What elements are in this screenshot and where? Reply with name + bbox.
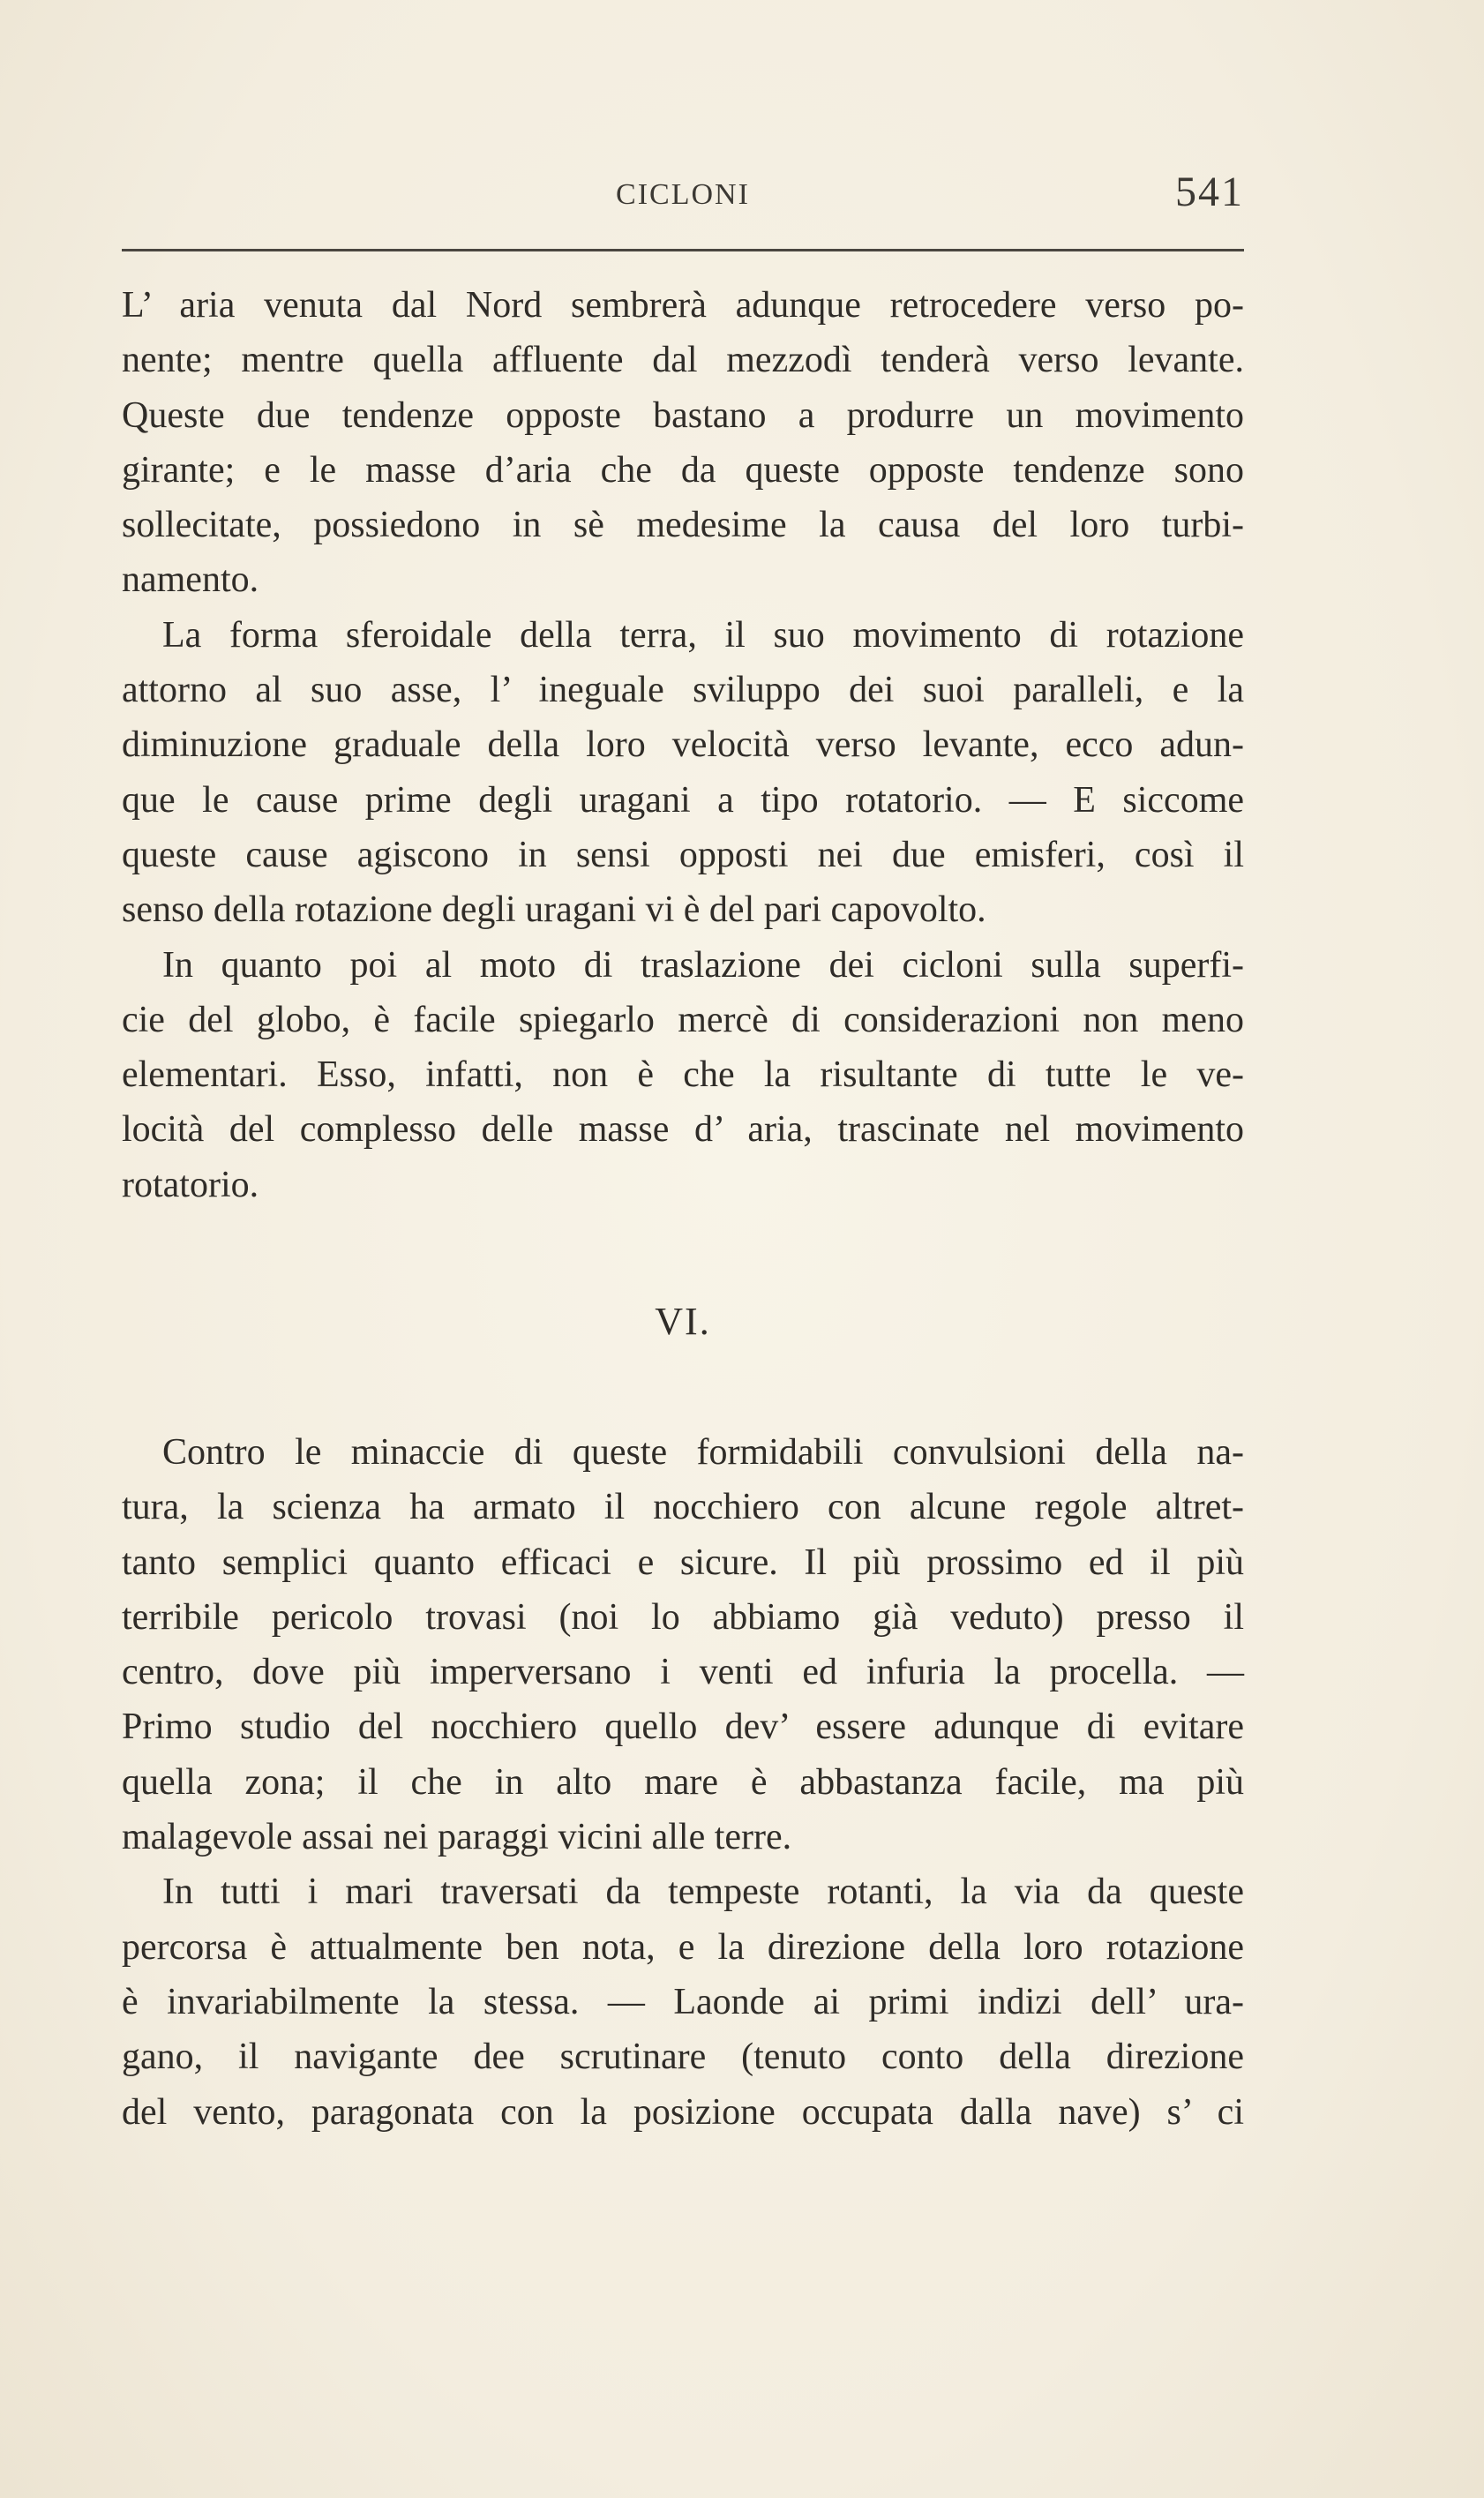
text-line: Primo studio del nocchiero quello dev’ essere adunque di evitare [122,1707,1244,1748]
text-line: percorsa è attualmente ben nota, e la direzione della loro rotazione [122,1926,1244,1968]
text-block-1 [122,278,1244,1212]
text-block-2 [122,1425,1244,2140]
text-line: girante; e le masse d’aria che da queste opposte tendenze sono [122,449,1244,491]
text-line: nente; mentre quella affluente dal mezzodì tenderà verso levante. [122,340,1244,381]
page-header [122,168,1244,229]
text-line: quella zona; il che in alto mare è abbastanza facile, ma più [122,1761,1244,1803]
text-line: rotatorio. [122,1164,259,1205]
text-line: In quanto poi al moto di traslazione dei cicloni sulla superfi- [162,944,1244,986]
text-line: locità del complesso delle masse d’ aria, trascinate nel movimento [122,1109,1244,1151]
text-line: sollecitate, possiedono in sè medesime la causa del loro turbi- [122,505,1244,546]
text-line: del vento, paragonata con la posizione occupata dalla nave) s’ ci [122,2091,1244,2133]
running-title: CICLONI [616,178,750,211]
text-line: que le cause prime degli uragani a tipo rotatorio. — E siccome [122,779,1244,821]
text-line: namento. [122,559,259,601]
text-line: elementari. Esso, infatti, non è che la risultante di tutte le ve- [122,1054,1244,1096]
text-line: tanto semplici quanto efficaci e sicure. Il più prossimo ed il più [122,1542,1244,1583]
text-line: La forma sferoidale della terra, il suo movimento di rotazione [162,614,1244,656]
header-rule [122,249,1244,251]
text-line: è invariabilmente la stessa. — Laonde ai primi indizi dell’ ura- [122,1981,1244,2022]
text-line: queste cause agiscono in sensi opposti nei due emisferi, così il [122,834,1244,875]
text-line: malagevole assai nei paraggi vicini alle terre. [122,1817,792,1858]
text-line: tura, la scienza ha armato il nocchiero con alcune regole altret- [122,1487,1244,1528]
text-line: diminuzione graduale della loro velocità verso levante, ecco adun- [122,724,1244,766]
page-number: 541 [1175,169,1244,215]
text-line: cie del globo, è facile spiegarlo mercè di considerazioni non meno [122,999,1244,1040]
text-line: terribile pericolo trovasi (noi lo abbiamo già veduto) presso il [122,1596,1244,1638]
text-line: Contro le minaccie di queste formidabili convulsioni della na- [162,1432,1244,1473]
text-line: L’ aria venuta dal Nord sembrerà adunque retrocedere verso po- [122,285,1244,326]
section-heading: VI. [655,1300,711,1343]
text-line: attorno al suo asse, l’ ineguale sviluppo dei suoi paralleli, e la [122,670,1244,711]
text-line: gano, il navigante dee scrutinare (tenuto conto della direzione [122,2037,1244,2078]
text-line: In tutti i mari traversati da tempeste rotanti, la via da queste [162,1872,1244,1913]
text-line: Queste due tendenze opposte bastano a produrre un movimento [122,394,1244,436]
text-line: senso della rotazione degli uragani vi è del pari capovolto. [122,889,986,931]
text-line: centro, dove più imperversano i venti ed infuria la procella. — [122,1652,1244,1693]
